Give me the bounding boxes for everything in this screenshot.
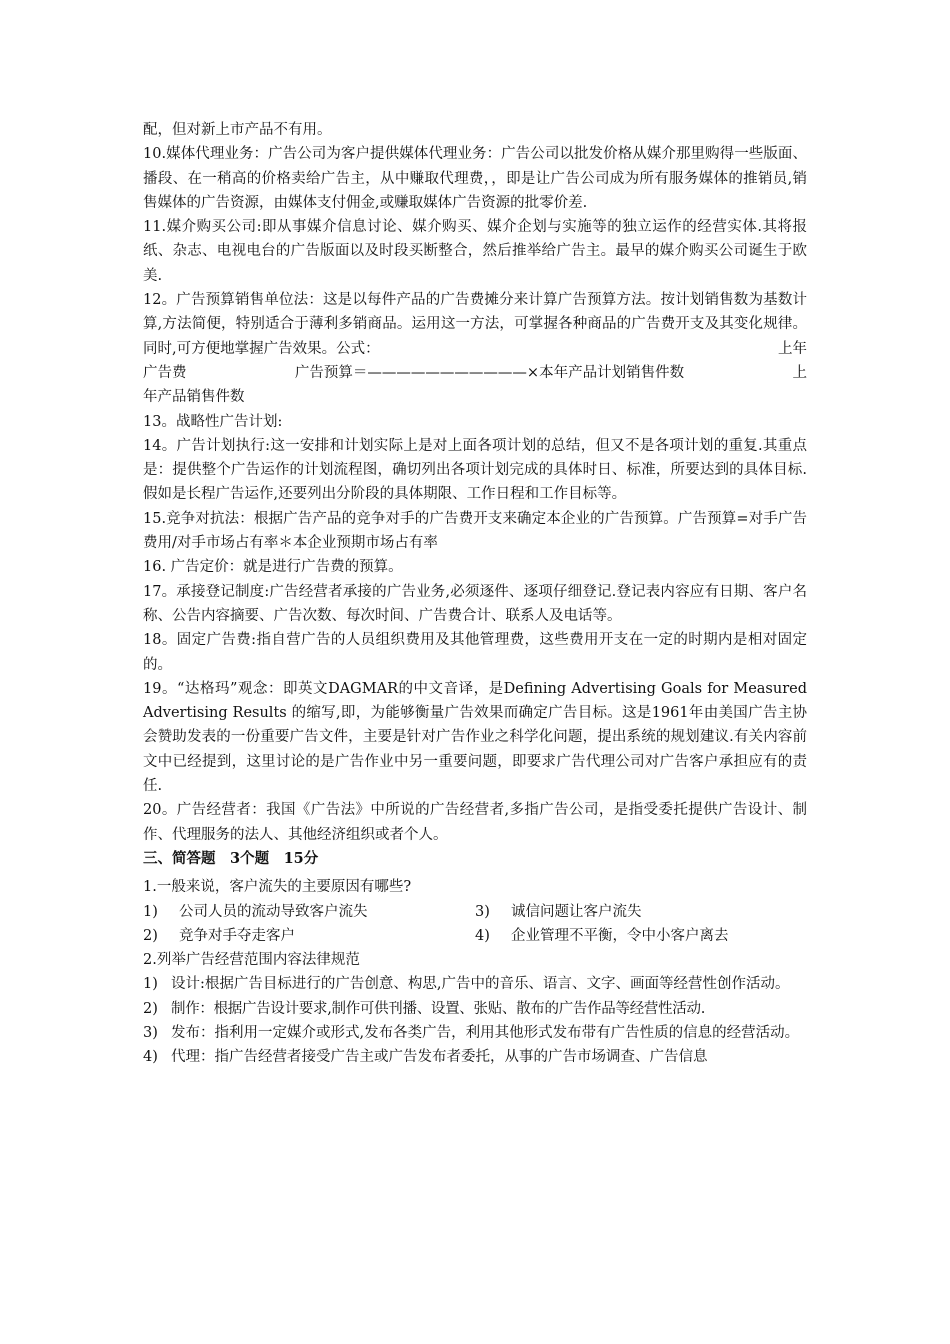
question-1-row-2 — [143, 924, 807, 948]
list-item: 1) 设计:根据广告目标进行的广告创意、构思,广告中的音乐、语言、文字、画面等经营性创作活动。 — [143, 976, 790, 993]
entry-20-ad-operator: 20。广告经营者：我国《广告法》中所说的广告经营者,多指广告公司，是指受委托提供广告设计、制作、代理服务的法人、其他经济组织或者个人。 — [143, 802, 807, 843]
list-item: 3) 发布：指利用一定媒介或形式,发布各类广告，利用其他形式发布带有广告性质的信息的经营活动。 — [143, 1024, 800, 1041]
list-item: 4) 企业管理不平衡，令中小客户离去 — [475, 927, 729, 944]
section-heading: 三、简答题 3个题 15分 — [143, 849, 319, 867]
entry-13-strategic-plan: 13。战略性广告计划: — [143, 413, 283, 430]
entry-19-dagmar: 19。“达格玛”观念：即英文DAGMAR的中文音译，是Defining Advertising Goals for Measured Advertising Results 的缩写,即，为能够衡量广告效果而确定广告目标。这是1961年由美国广告主协会赞助发表的一份重要广告文件，主要是针对广告作业之科学化问题，提出系统的规划建议.有关内容前文中已经提到，这里讨论的是广告作业中另一重要问题，即要求广告代理公司对广告客户承担应有的责任. — [143, 680, 807, 795]
question-1-row-1 — [143, 900, 807, 924]
entry-17-registration-system: 17。承接登记制度:广告经营者承接的广告业务,必须逐件、逐项仔细登记.登记表内容应有日期、客户名称、公告内容摘要、广告次数、每次时间、广告费合计、联系人及电话等。 — [143, 583, 807, 624]
paragraph-continuation: 配，但对新上市产品不有用。 — [143, 122, 332, 138]
list-item: 3) 诚信问题让客户流失 — [475, 903, 642, 920]
list-item: 2) 制作：根据广告设计要求,制作可供刊播、设置、张贴、散布的广告作品等经营性活动. — [143, 1000, 706, 1017]
formula-denominator-prefix: 上 — [792, 364, 807, 381]
formula-line — [143, 361, 807, 385]
entry-18-fixed-ad-cost: 18。固定广告费:指自营广告的人员组织费用及其他管理费，这些费用开支在一定的时期内是相对固定的。 — [143, 632, 807, 673]
question-2-title: 2.列举广告经营范围内容法律规范 — [143, 952, 360, 969]
entry-16-ad-pricing: 16. 广告定价：就是进行广告费的预算。 — [143, 559, 403, 576]
list-item: 2) 竞争对手夺走客户 — [143, 927, 295, 944]
question-1-title: 1.一般来说，客户流失的主要原因有哪些? — [143, 879, 412, 896]
document-page — [143, 118, 807, 1070]
list-item: 1) 公司人员的流动导致客户流失 — [143, 903, 368, 920]
entry-14-plan-execution: 14。广告计划执行:这一安排和计划实际上是对上面各项计划的总结，但又不是各项计划的重复.其重点是：提供整个广告运作的计划流程图，确切列出各项计划完成的具体时日、标准，所要达到的具体目标.假如是长程广告运作,还要列出分阶段的具体期限、工作日程和工作目标等。 — [143, 437, 807, 503]
entry-12-text: 12。广告预算销售单位法：这是以每件产品的广告费摊分来计算广告预算方法。按计划销售数为基数计算,方法简便，特别适合于薄利多销商品。运用这一方法，可掌握各种商品的广告费开支及其变化规律。同时,可方便地掌握广告效果。公式： 上年 — [143, 288, 807, 361]
list-item: 4) 代理：指广告经营者接受广告主或广告发布者委托，从事的广告市场调查、广告信息 — [143, 1049, 708, 1066]
formula-numerator-prefix: 上年 — [778, 340, 807, 357]
entry-11-media-buying-company: 11.媒介购买公司:即从事媒介信息讨论、媒介购买、媒介企划与实施等的独立运作的经营实体.其将报纸、杂志、电视电台的广告版面以及时段买断整合，然后推举给广告主。最早的媒介购买公司诞生于欧美. — [143, 219, 807, 284]
formula-denominator: 年产品销售件数 — [143, 389, 245, 406]
entry-10-media-agency: 10.媒体代理业务：广告公司为客户提供媒体代理业务：广告公司以批发价格从媒介那里购得一些版面、播段、在一稍高的价格卖给广告主，从中赚取代理费，，即是让广告公司成为所有服务媒体的推销员,销售媒体的广告资源，由媒体支付佣金,或赚取媒体广告资源的批零价差. — [143, 146, 807, 211]
formula-numerator: 广告费 — [143, 364, 187, 381]
entry-12-budget-per-unit — [143, 288, 807, 409]
formula-expression: 广告预算＝———————————×本年产品计划销售件数 — [294, 364, 685, 381]
entry-15-competitive-parity: 15.竞争对抗法：根据广告产品的竞争对手的广告费开支来确定本企业的广告预算。广告预算=对手广告费用/对手市场占有率＊本企业预期市场占有率 — [143, 510, 807, 552]
